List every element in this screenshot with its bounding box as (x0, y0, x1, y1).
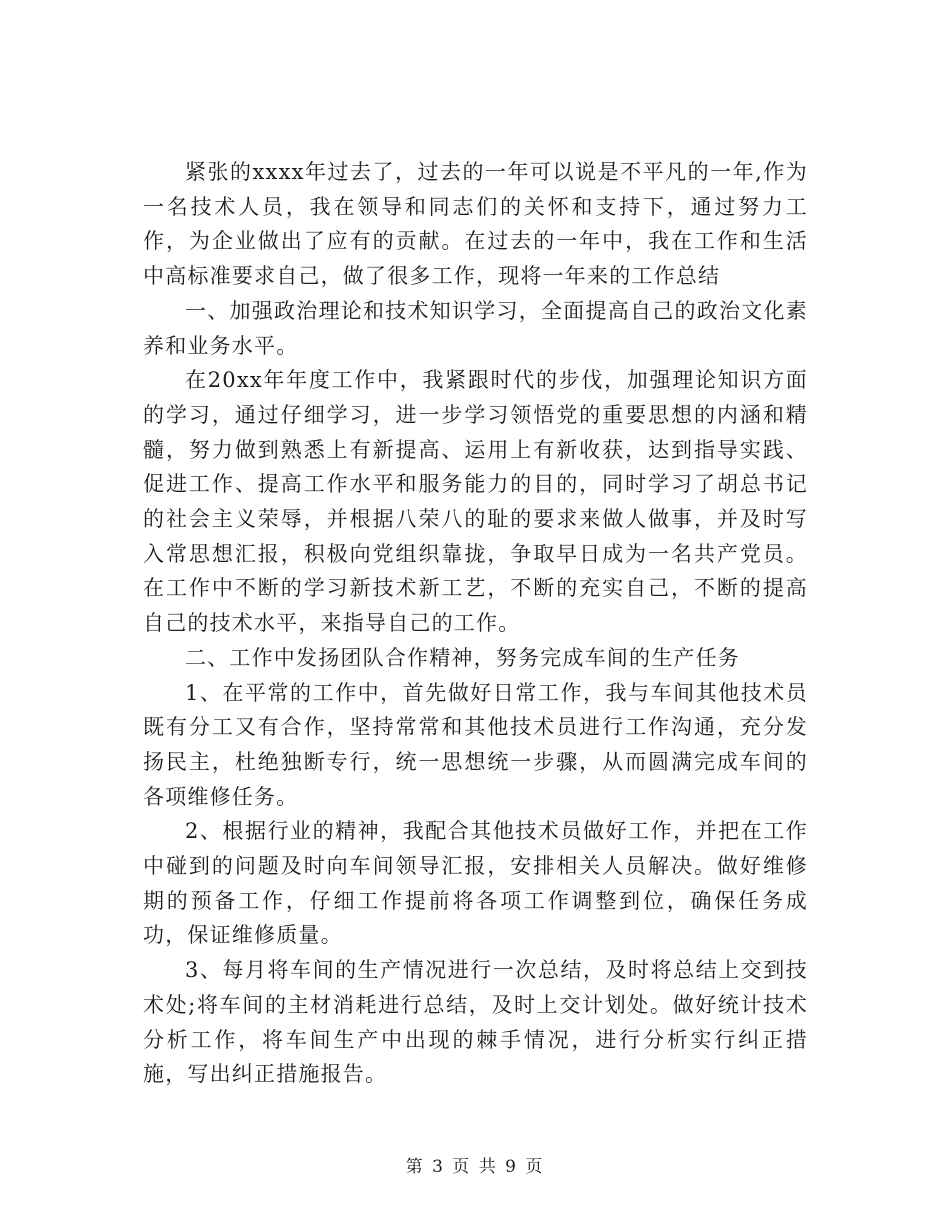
page-footer (0, 1152, 950, 1177)
paragraph-study: 在20xx年年度工作中，我紧跟时代的步伐，加强理论知识方面的学习，通过仔细学习，进一步学习领悟党的重要思想的内涵和精髓，努力做到熟悉上有新提高、运用上有新收获，达到指导实践、促进工作、提高工作水平和服务能力的目的，同时学习了胡总书记的社会主义荣辱，并根据八荣八的耻的要求来做人做事，并及时写入常思想汇报，积极向党组织靠拢，争取早日成为一名共产党员。在工作中不断的学习新技术新工艺，不断的充实自己，不断的提高自己的技术水平，来指导自己的工作。 (143, 368, 808, 636)
footer-suffix: 页 (525, 1157, 545, 1177)
paragraph-item-1: 1、在平常的工作中，首先做好日常工作，我与车间其他技术员既有分工又有合作，坚持常常和其他技术员进行工作沟通，充分发扬民主，杜绝独断专行，统一思想统一步骤，从而圆满完成车间的各项维修任务。 (143, 680, 808, 809)
footer-middle: 页 共 (452, 1157, 498, 1177)
paragraph-item-3: 3、每月将车间的生产情况进行一次总结，及时将总结上交到技术处;将车间的主材消耗进行总结，及时上交计划处。做好统计技术分析工作，将车间生产中出现的棘手情况，进行分析实行纠正措施，写出纠正措施报告。 (143, 958, 808, 1087)
paragraph-item-2: 2、根据行业的精神，我配合其他技术员做好工作，并把在工作中碰到的问题及时向车间领导汇报，安排相关人员解决。做好维修期的预备工作，仔细工作提前将各项工作调整到位，确保任务成功，保证维修质量。 (143, 819, 808, 948)
section-heading-1: 一、加强政治理论和技术知识学习，全面提高自己的政治文化素养和业务水平。 (143, 298, 808, 358)
document-body (143, 155, 808, 1092)
footer-total-pages: 9 (505, 1157, 518, 1177)
section-heading-2: 二、工作中发扬团队合作精神，努务完成车间的生产任务 (185, 645, 740, 670)
footer-page-number: 3 (432, 1157, 445, 1177)
paragraph-intro: 紧张的xxxx年过去了，过去的一年可以说是不平凡的一年,作为一名技术人员，我在领导和同志们的关怀和支持下，通过努力工作，为企业做出了应有的贡献。在过去的一年中，我在工作和生活中高标准要求自己，做了很多工作，现将一年来的工作总结 (143, 160, 808, 289)
footer-prefix: 第 (405, 1157, 425, 1177)
